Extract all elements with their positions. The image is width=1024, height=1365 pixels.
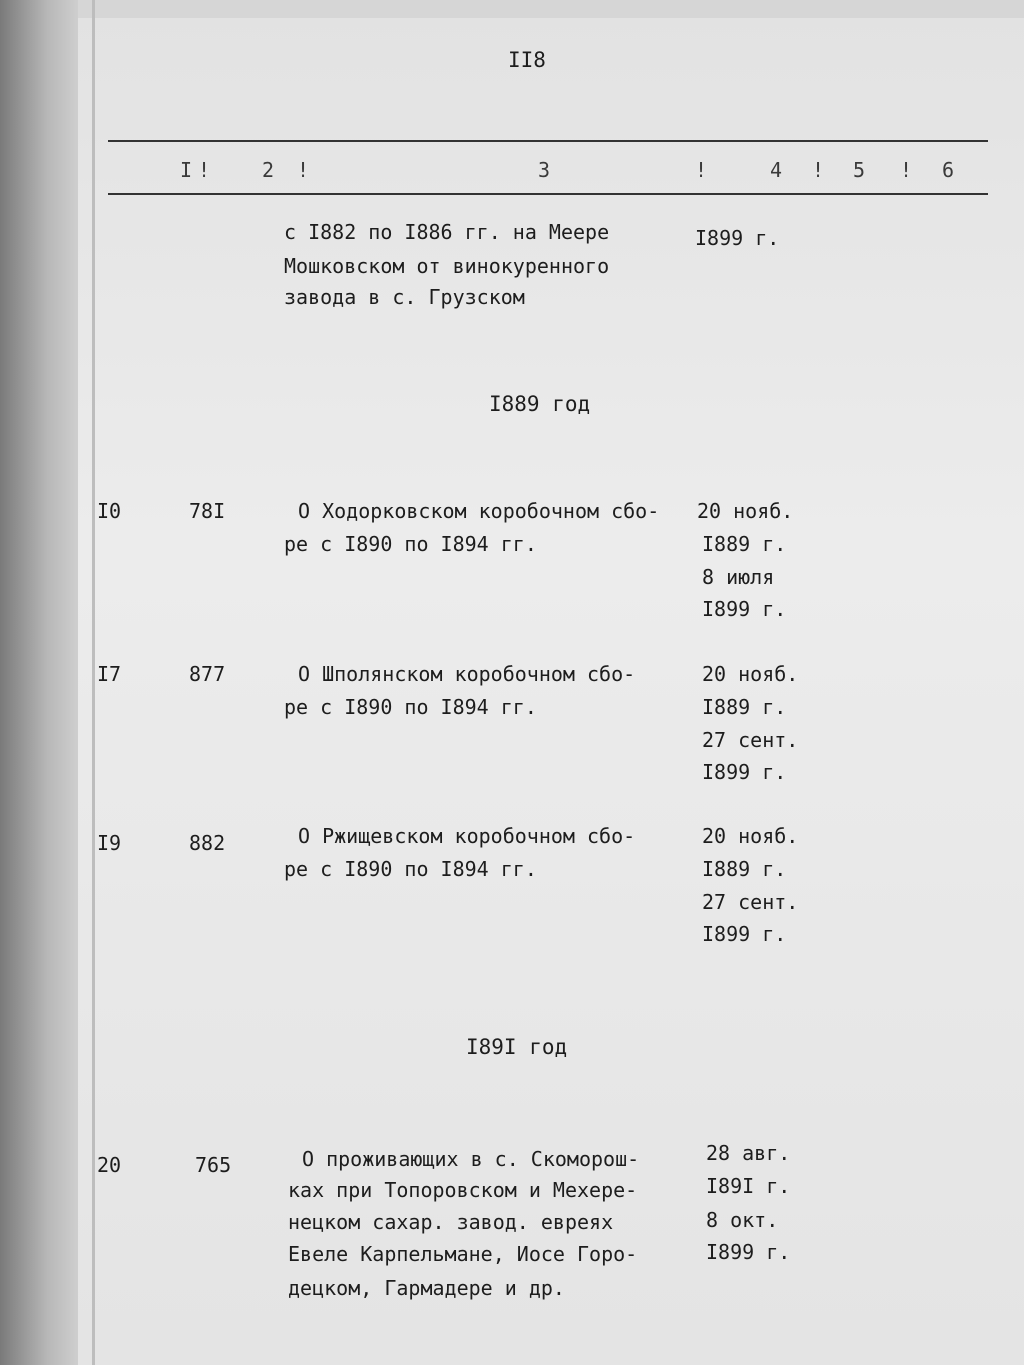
entry-date-line: I889 г.	[702, 532, 787, 556]
column-separator: !	[812, 158, 825, 182]
column-header-I: I	[180, 158, 193, 182]
entry-text-line: ках при Топоровском и Мехере-	[288, 1178, 638, 1202]
entry-date-line: 20 нояб.	[697, 499, 794, 523]
continuation-line-1: с I882 по I886 гг. на Меере	[284, 220, 610, 244]
page-top-strip	[78, 0, 1024, 18]
entry-date-line: 8 окт.	[706, 1208, 779, 1232]
year-heading: I889 год	[489, 392, 591, 416]
entry-date-line: 28 авг.	[706, 1141, 791, 1165]
entry-date-line: 27 сент.	[702, 890, 799, 914]
entry-date-line: I889 г.	[702, 695, 787, 719]
column-header-6: 6	[942, 158, 955, 182]
entry-text-line: ре с I890 по I894 гг.	[284, 695, 537, 719]
entry-file-number: 78I	[189, 499, 226, 523]
entry-text-line: ре с I890 по I894 гг.	[284, 857, 537, 881]
entry-number: I7	[97, 662, 122, 686]
entry-date-line: I899 г.	[702, 597, 787, 621]
entry-date-line: 27 сент.	[702, 728, 799, 752]
entry-date-line: 8 июля	[702, 565, 775, 589]
entry-text-line: Евеле Карпельмане, Иосе Горо-	[288, 1242, 638, 1266]
column-header-2: 2	[262, 158, 275, 182]
column-header-4: 4	[770, 158, 783, 182]
continuation-date: I899 г.	[695, 226, 780, 250]
left-page-edge	[0, 0, 80, 1365]
column-separator: !	[695, 158, 708, 182]
entry-text-line: О Ржищевском коробочном сбо-	[298, 824, 636, 848]
entry-text-line: ре с I890 по I894 гг.	[284, 532, 537, 556]
entry-text-line: нецком сахар. завод. евреях	[288, 1210, 614, 1234]
entry-text-line: О Ходорковском коробочном сбо-	[298, 499, 660, 523]
column-separator: !	[297, 158, 310, 182]
entry-date-line: 20 нояб.	[702, 824, 799, 848]
entry-number: I0	[97, 499, 122, 523]
header-bottom-rule	[108, 193, 988, 195]
entry-text-line: децком, Гармадере и др.	[288, 1276, 565, 1300]
header-top-rule	[108, 140, 988, 142]
entry-date-line: I889 г.	[702, 857, 787, 881]
entry-file-number: 877	[189, 662, 226, 686]
entry-text-line: О Шполянском коробочном сбо-	[298, 662, 636, 686]
column-header-3: 3	[538, 158, 551, 182]
page-number: II8	[508, 48, 546, 72]
entry-number: 20	[97, 1153, 122, 1177]
continuation-line-2: Мошковском от винокуренного	[284, 254, 610, 278]
year-heading: I89I год	[466, 1035, 568, 1059]
entry-date-line: I89I г.	[706, 1174, 791, 1198]
column-separator: !	[198, 158, 211, 182]
entry-number: I9	[97, 831, 122, 855]
entry-file-number: 882	[189, 831, 226, 855]
page-fold-line	[92, 0, 95, 1365]
entry-date-line: I899 г.	[706, 1240, 791, 1264]
continuation-line-3: завода в с. Грузском	[284, 285, 525, 309]
entry-date-line: I899 г.	[702, 922, 787, 946]
entry-text-line: О проживающих в с. Скоморош-	[302, 1147, 640, 1171]
column-separator: !	[900, 158, 913, 182]
entry-date-line: 20 нояб.	[702, 662, 799, 686]
entry-file-number: 765	[195, 1153, 232, 1177]
entry-date-line: I899 г.	[702, 760, 787, 784]
column-header-5: 5	[853, 158, 866, 182]
